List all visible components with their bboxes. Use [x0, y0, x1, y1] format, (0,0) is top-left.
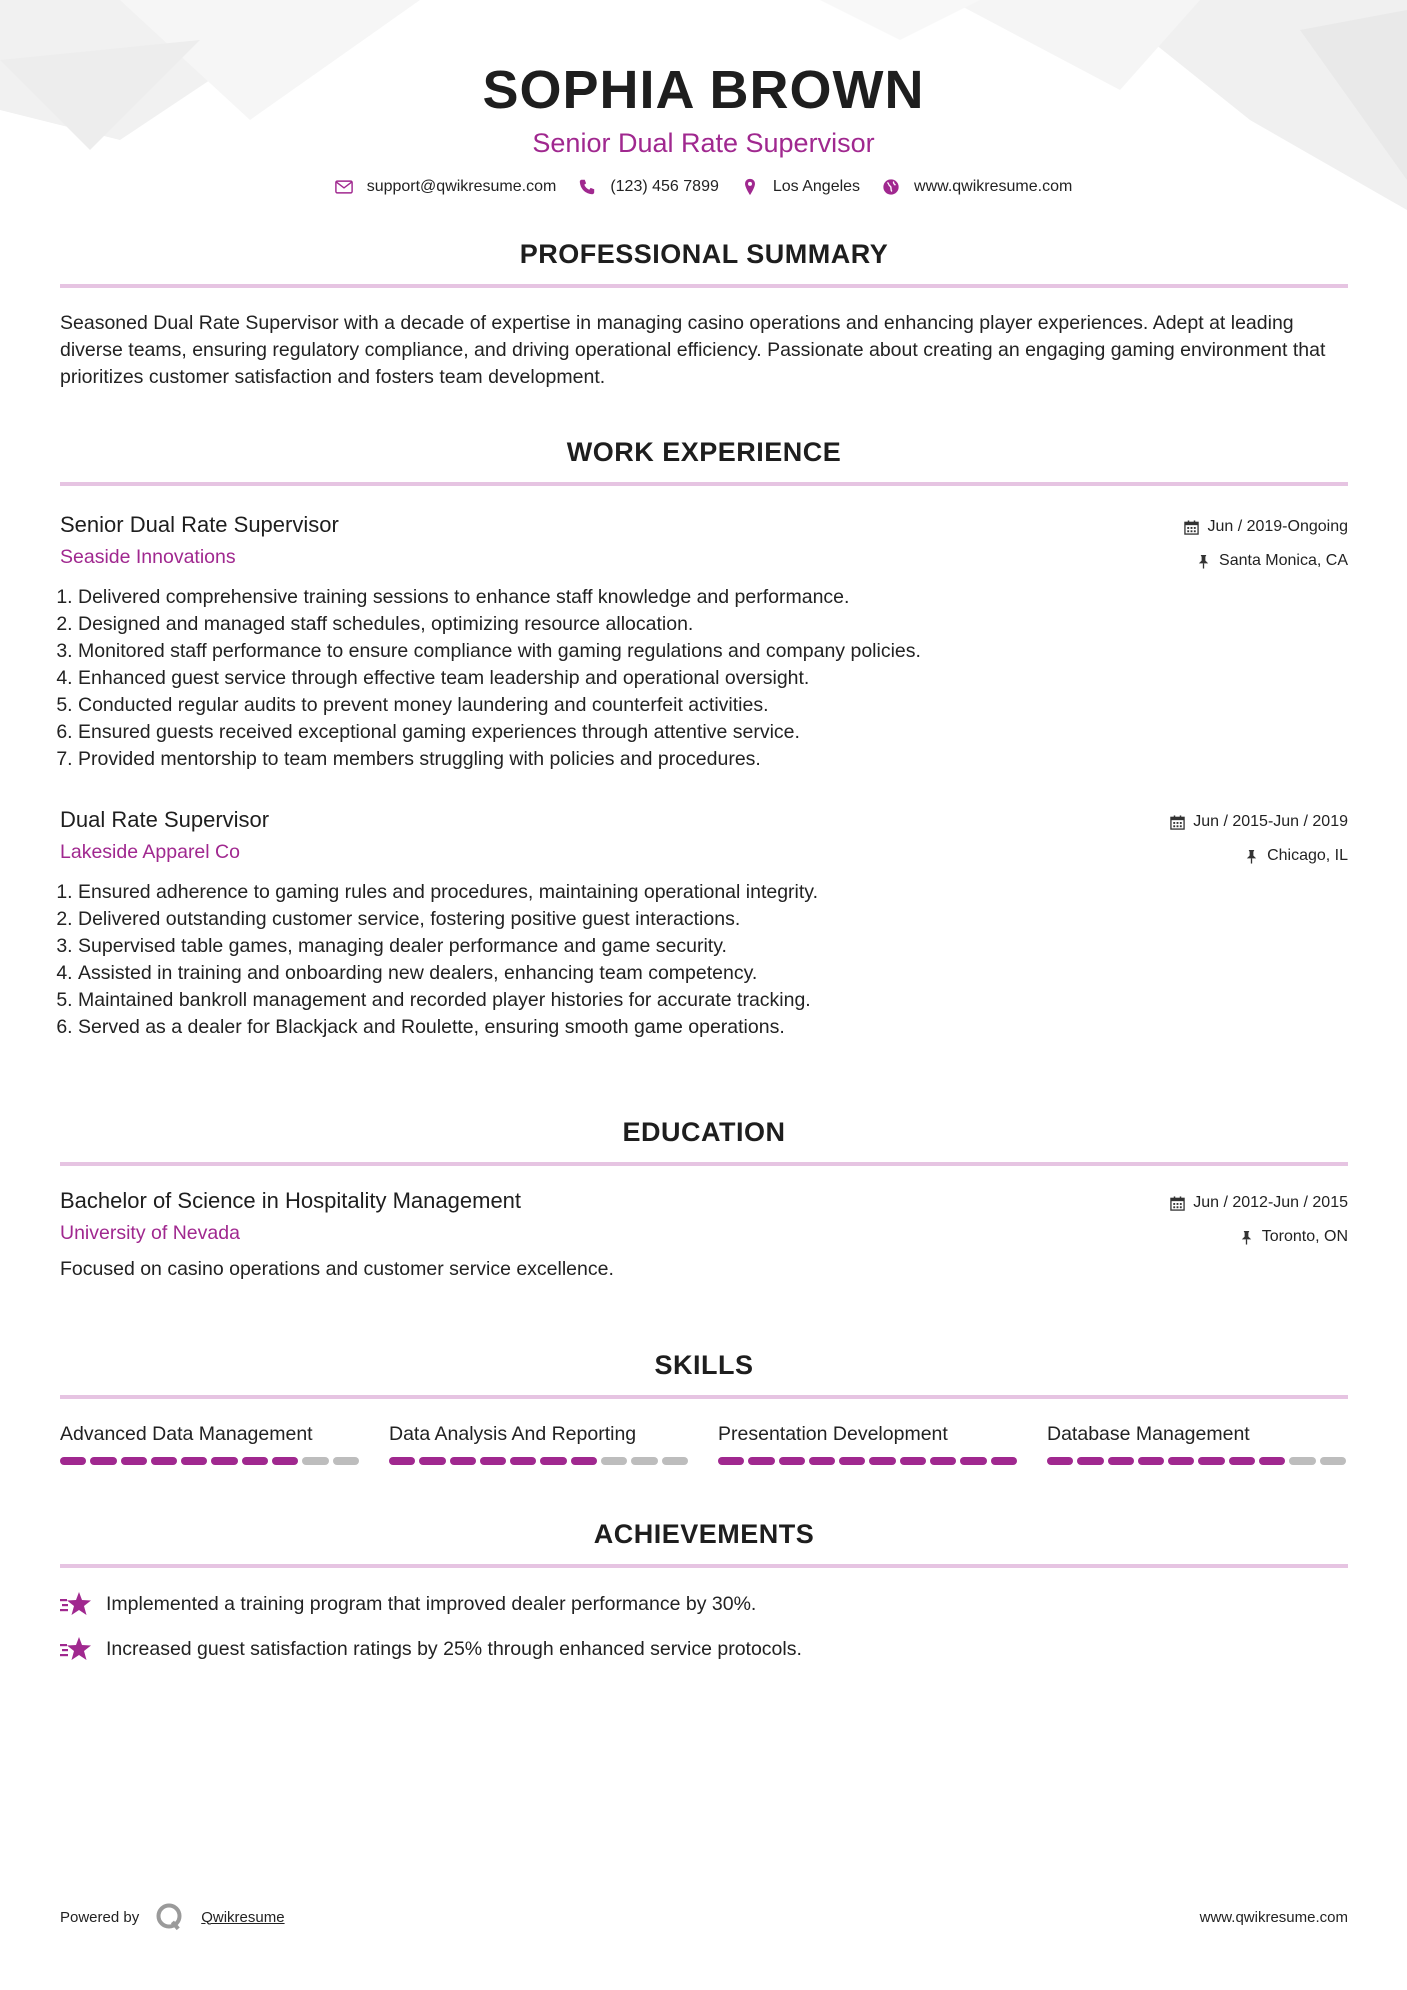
skill-segment-filled	[540, 1457, 566, 1465]
skills-heading: SKILLS	[654, 1350, 754, 1380]
candidate-title: Senior Dual Rate Supervisor	[532, 128, 875, 158]
contact-phone-text: (123) 456 7899	[610, 178, 719, 195]
education-dates-text: Jun / 2012-Jun / 2015	[1193, 1194, 1348, 1211]
skill-segment-filled	[571, 1457, 597, 1465]
list-item: 1. Delivered comprehensive training sessions to enhance staff knowledge and performance.	[78, 584, 1348, 611]
contact-email[interactable]	[335, 178, 557, 196]
skill-item	[718, 1421, 1017, 1465]
contact-email-text: support@qwikresume.com	[366, 178, 557, 195]
list-item	[60, 1635, 1348, 1663]
job-meta	[1184, 510, 1348, 578]
job-location	[1184, 544, 1348, 578]
skill-segment-filled	[1229, 1457, 1255, 1465]
skill-level-bar	[60, 1457, 359, 1465]
skill-segment-filled	[960, 1457, 986, 1465]
job-bullets	[60, 879, 1348, 1041]
job-meta	[1170, 805, 1348, 873]
contact-website-text: www.qwikresume.com	[914, 178, 1073, 195]
contact-location	[741, 178, 860, 196]
degree-title: Bachelor of Science in Hospitality Management	[60, 1188, 522, 1213]
skill-segment-filled	[121, 1457, 147, 1465]
list-item: 5. Conducted regular audits to prevent money laundering and counterfeit activities.	[78, 692, 1348, 719]
skills-section	[60, 1349, 1348, 1465]
skill-segment-filled	[900, 1457, 926, 1465]
calendar-icon	[1170, 815, 1185, 830]
calendar-icon	[1184, 520, 1199, 535]
education-dates	[1170, 1186, 1348, 1220]
list-item: 4. Enhanced guest service through effective team leadership and operational oversight.	[78, 665, 1348, 692]
achievements-section	[60, 1518, 1348, 1680]
skill-segment-filled	[1108, 1457, 1134, 1465]
skill-name: Data Analysis And Reporting	[389, 1423, 637, 1445]
skill-segment-filled	[450, 1457, 476, 1465]
skill-item	[60, 1421, 359, 1465]
contact-website[interactable]	[882, 178, 1072, 196]
pushpin-icon	[1196, 554, 1211, 569]
globe-icon	[882, 178, 900, 196]
skill-segment-filled	[211, 1457, 237, 1465]
job-entry	[60, 510, 1348, 773]
education-divider	[60, 1162, 1348, 1166]
skill-segment-filled	[419, 1457, 445, 1465]
list-item	[60, 1590, 1348, 1618]
skill-segment-filled	[839, 1457, 865, 1465]
skill-segment-filled	[1198, 1457, 1224, 1465]
phone-icon	[578, 178, 596, 196]
qwikresume-logo-icon	[155, 1902, 185, 1932]
star-icon	[60, 1635, 92, 1663]
skill-name: Advanced Data Management	[60, 1423, 313, 1445]
summary-heading: PROFESSIONAL SUMMARY	[519, 239, 889, 269]
candidate-name: SOPHIA BROWN	[482, 60, 925, 120]
job-title: Dual Rate Supervisor	[60, 807, 270, 832]
list-item: 3. Monitored staff performance to ensure compliance with gaming regulations and company policies.	[78, 638, 1348, 665]
contact-phone[interactable]	[578, 178, 719, 196]
list-item: 2. Delivered outstanding customer service, fostering positive guest interactions.	[78, 906, 1348, 933]
skill-segment-filled	[60, 1457, 86, 1465]
brand-link[interactable]: Qwikresume	[201, 1908, 285, 1926]
skill-segment-filled	[930, 1457, 956, 1465]
skills-divider	[60, 1395, 1348, 1399]
job-entry	[60, 805, 1348, 1041]
list-item: 7. Provided mentorship to team members struggling with policies and procedures.	[78, 746, 1348, 773]
skill-segment-empty	[1289, 1457, 1315, 1465]
skill-segment-empty	[662, 1457, 688, 1465]
skill-segment-filled	[718, 1457, 744, 1465]
skill-name: Database Management	[1047, 1423, 1250, 1445]
skill-segment-filled	[809, 1457, 835, 1465]
job-dates-text: Jun / 2015-Jun / 2019	[1193, 813, 1348, 830]
education-heading: EDUCATION	[622, 1117, 786, 1147]
job-company: Lakeside Apparel Co	[60, 841, 240, 863]
skill-segment-filled	[90, 1457, 116, 1465]
list-item: 5. Maintained bankroll management and recorded player histories for accurate tracking.	[78, 987, 1348, 1014]
skill-segment-filled	[748, 1457, 774, 1465]
education-section	[60, 1116, 1348, 1283]
skill-segment-filled	[1138, 1457, 1164, 1465]
skill-segment-filled	[1259, 1457, 1285, 1465]
skill-segment-filled	[510, 1457, 536, 1465]
pushpin-icon	[1244, 849, 1259, 864]
education-description: Focused on casino operations and customer service excellence.	[60, 1258, 614, 1280]
education-entry	[60, 1186, 1348, 1283]
skill-item	[1047, 1421, 1346, 1465]
skill-level-bar	[1047, 1457, 1346, 1465]
experience-heading: WORK EXPERIENCE	[566, 437, 842, 467]
envelope-icon	[335, 178, 353, 196]
skills-list	[60, 1421, 1348, 1465]
skill-item	[389, 1421, 688, 1465]
school-name: University of Nevada	[60, 1222, 240, 1244]
resume-header	[0, 0, 1407, 196]
skill-segment-filled	[1077, 1457, 1103, 1465]
job-bullets	[60, 584, 1348, 773]
skill-segment-empty	[1320, 1457, 1346, 1465]
pushpin-icon	[1239, 1230, 1254, 1245]
contact-location-text: Los Angeles	[772, 178, 861, 195]
footer-website[interactable]: www.qwikresume.com	[1199, 1908, 1348, 1926]
list-item: 6. Served as a dealer for Blackjack and Roulette, ensuring smooth game operations.	[78, 1014, 1348, 1041]
skill-segment-empty	[631, 1457, 657, 1465]
experience-divider	[60, 482, 1348, 486]
job-location-text: Santa Monica, CA	[1219, 552, 1348, 569]
contact-bar	[0, 178, 1407, 196]
education-location-text: Toronto, ON	[1261, 1228, 1348, 1245]
summary-text: Seasoned Dual Rate Supervisor with a decade of expertise in managing casino operations and enhancing player experiences. Adept at leading diverse teams, ensuring regulatory compliance, and driving operational efficiency. Passionate about creating an engaging gaming environment that prioritizes customer satisfaction and fosters team development.	[60, 312, 1326, 388]
achievement-text: Implemented a training program that improved dealer performance by 30%.	[106, 1592, 757, 1615]
job-company: Seaside Innovations	[60, 546, 236, 568]
skill-segment-filled	[991, 1457, 1017, 1465]
achievement-text: Increased guest satisfaction ratings by 25% through enhanced service protocols.	[106, 1637, 802, 1660]
skill-name: Presentation Development	[718, 1423, 948, 1445]
job-dates	[1184, 510, 1348, 544]
skill-segment-filled	[1168, 1457, 1194, 1465]
achievements-heading: ACHIEVEMENTS	[593, 1519, 815, 1549]
star-icon	[60, 1590, 92, 1618]
skill-segment-filled	[480, 1457, 506, 1465]
skill-level-bar	[389, 1457, 688, 1465]
skill-segment-filled	[181, 1457, 207, 1465]
achievements-divider	[60, 1564, 1348, 1568]
job-location	[1170, 839, 1348, 873]
skill-segment-filled	[779, 1457, 805, 1465]
skill-segment-filled	[242, 1457, 268, 1465]
achievements-list	[60, 1590, 1348, 1663]
page-footer	[60, 1902, 1348, 1932]
experience-section	[60, 436, 1348, 1041]
skill-segment-filled	[151, 1457, 177, 1465]
list-item: 1. Ensured adherence to gaming rules and procedures, maintaining operational integrity.	[78, 879, 1348, 906]
skill-segment-filled	[272, 1457, 298, 1465]
skill-segment-filled	[389, 1457, 415, 1465]
job-title: Senior Dual Rate Supervisor	[60, 512, 339, 537]
summary-section	[60, 238, 1348, 391]
powered-by-label: Powered by	[60, 1908, 140, 1926]
list-item: 6. Ensured guests received exceptional gaming experiences through attentive service.	[78, 719, 1348, 746]
skill-segment-filled	[869, 1457, 895, 1465]
summary-divider	[60, 284, 1348, 288]
skill-segment-empty	[333, 1457, 359, 1465]
calendar-icon	[1170, 1196, 1185, 1211]
skill-segment-empty	[302, 1457, 328, 1465]
job-dates	[1170, 805, 1348, 839]
job-dates-text: Jun / 2019-Ongoing	[1207, 518, 1348, 535]
list-item: 2. Designed and managed staff schedules, optimizing resource allocation.	[78, 611, 1348, 638]
education-meta	[1170, 1186, 1348, 1254]
list-item: 3. Supervised table games, managing dealer performance and game security.	[78, 933, 1348, 960]
list-item: 4. Assisted in training and onboarding new dealers, enhancing team competency.	[78, 960, 1348, 987]
powered-by	[60, 1902, 285, 1932]
skill-level-bar	[718, 1457, 1017, 1465]
education-location	[1170, 1220, 1348, 1254]
skill-segment-empty	[601, 1457, 627, 1465]
map-pin-icon	[741, 178, 759, 196]
skill-segment-filled	[1047, 1457, 1073, 1465]
job-location-text: Chicago, IL	[1267, 847, 1348, 864]
